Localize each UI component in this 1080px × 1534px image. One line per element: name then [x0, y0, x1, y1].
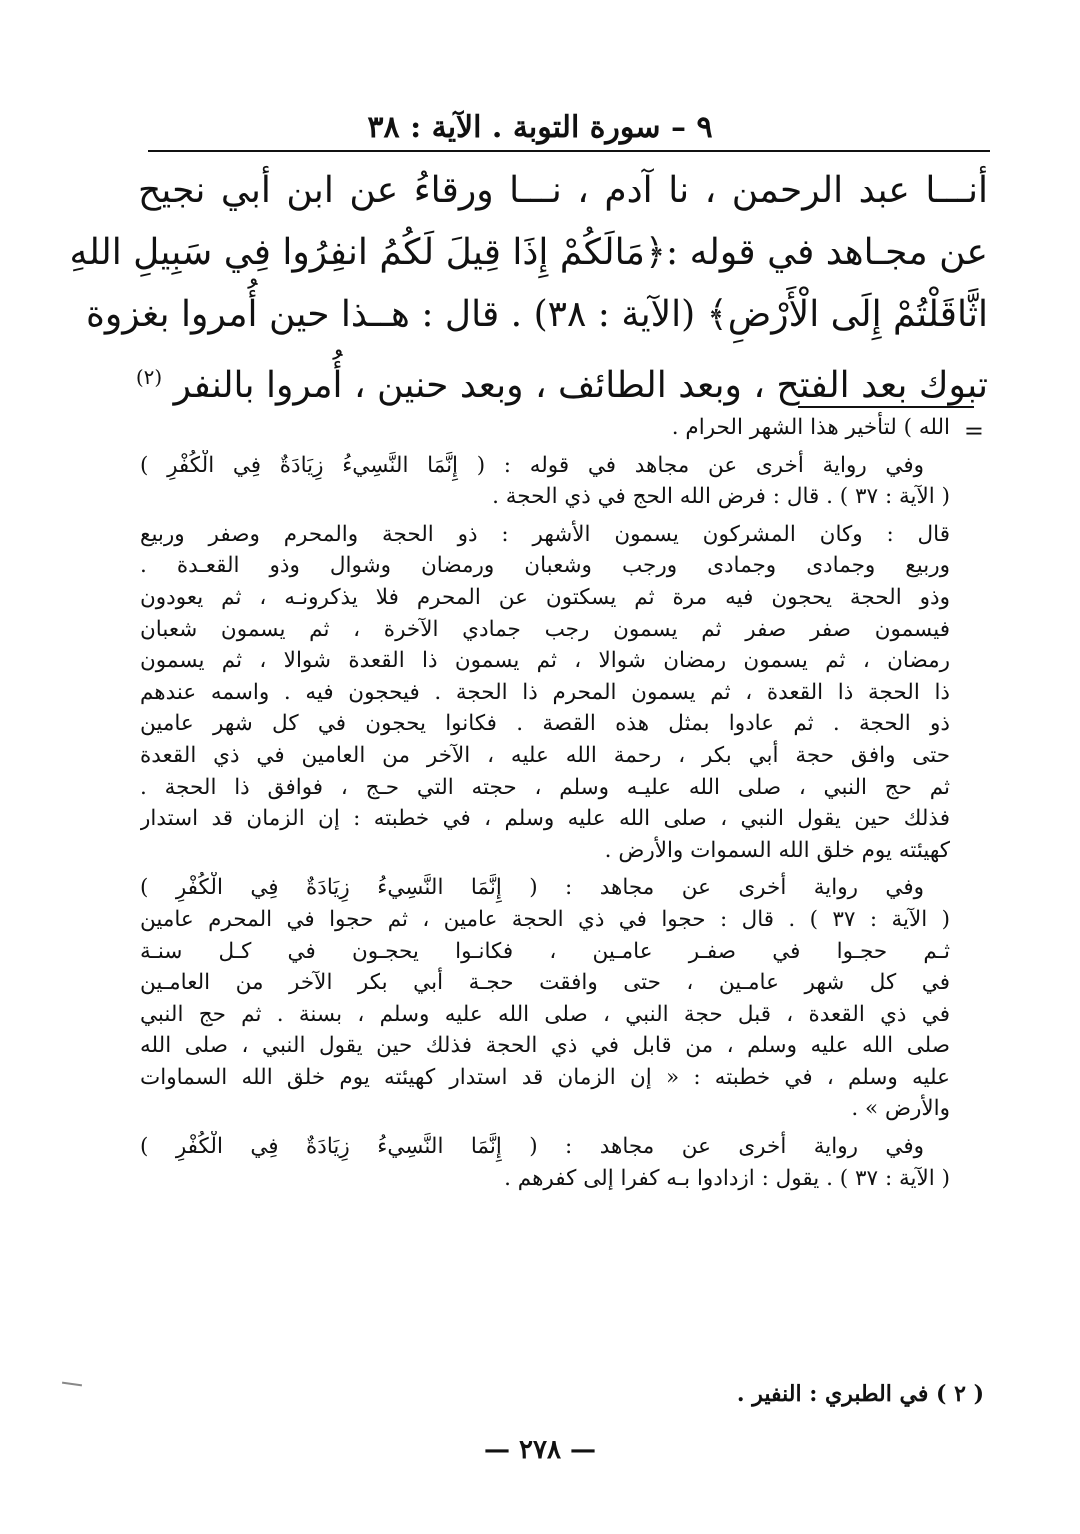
note-line: ( الآية : ٣٧ ) . يقول : ازدادوا بـه كفرا إلى كفرهم .	[504, 1165, 950, 1191]
note-line: ثـم حجـوا في صفـر عامـين ، فكانـوا يحجـون في كـل سنـة	[140, 938, 950, 964]
note-line: ذو الحجة . ثم عادوا بمثل هذه القصة . فكانوا يحجون في كل شهر عامين	[140, 711, 950, 737]
note-line: وذو الحجة يحجون فيه مرة ثم يسكتون عن المحرم فلا يذكرونـه ، ثم يعودون	[140, 584, 950, 610]
note-line: قال : وكان المشركون يسمون الأشهر : ذو الحجة والمحرم وصفر وربيع	[140, 521, 950, 547]
note-line: وربيع وجمادى وجمادى ورجب وشعبان ورمضان وشوال وذو القعـدة .	[140, 553, 950, 579]
note-line: في ذي القعدة ، قبل حجة النبي ، صلى الله عليه وسلم ، بسنة . ثم حج النبي	[140, 1001, 950, 1027]
footnote: ( ٢ ) في الطبري : النفير .	[736, 1381, 984, 1407]
header-rule	[148, 150, 990, 152]
note-line: ثم حج النبي ، صلى الله عليـه وسلم ، حجته التي حـج ، فوافق ذا الحجة .	[140, 774, 950, 800]
main-text	[69, 160, 988, 417]
main-line: أنـــا عبد الرحمن ، نا آدم ، نـــا ورقاءُ عن ابن أبي نجيح	[138, 170, 988, 211]
notes-separator	[798, 406, 974, 408]
note-line: فيسمون صفر صفر ثم يسمون رجب جمادي الآخرة ، ثم يسمون شعبان	[140, 616, 950, 642]
note-line: ذا الحجة ذا القعدة ، ثم يسمون المحرم ذا الحجة . فيحجون فيه . واسمه عندهم	[140, 679, 950, 705]
note-line: كهيئته يوم خلق الله السموات والأرض .	[604, 837, 950, 863]
main-line: اثَّاقَلْتُمْ إِلَى الْأَرْضِ﴾ (الآية : ٣٨) . قال : هــذا حين أُمروا بغزوة	[86, 294, 988, 335]
footnote-marker: (٢)	[135, 365, 163, 389]
note-line: ( الآية : ٣٧ ) . قال : فرض الله الحج في ذي الحجة .	[492, 484, 950, 510]
note-line: ( الآية : ٣٧ ) . قال : حجوا في ذي الحجة عامين ، ثم حجوا في المحرم عامين	[140, 906, 950, 932]
note-line: وفي رواية أخرى عن مجاهد في قوله : ( إِنَّمَا النَّسِيءُ زِيَادَةٌ فِي الْكُفْرِ )	[140, 452, 924, 478]
continuation-mark: =	[963, 417, 984, 445]
note-line: والأرض » .	[851, 1096, 950, 1122]
scan-mark	[62, 1382, 82, 1387]
note-line: عليه وسلم ، في خطبته : « إن الزمان قد استدار كهيئته يوم خلق الله السماوات	[140, 1064, 950, 1090]
note-line: صلى الله عليه وسلم ، من قابل في ذي الحجة فذلك حين يقول النبي ، صلى الله	[140, 1033, 950, 1059]
note-line: رمضان ، ثم يسمون رمضان شوالا ، ثم يسمون ذا القعدة شوالا ، ثم يسمون	[140, 648, 950, 674]
note-line: وفي رواية أخرى عن مجاهد : ( إِنَّمَا النَّسِيءُ زِيَادَةٌ فِي الْكُفْرِ )	[140, 1134, 924, 1160]
note-line: حتى وافق حجة أبي بكر ، رحمة الله عليه ، الآخر من العامين في ذي القعدة	[140, 742, 950, 768]
notes-section	[140, 412, 950, 1194]
note-line: في كل شهر عامـين ، حتى وافقت حجـة أبي بكر الآخر من العامـين	[140, 970, 950, 996]
note-line: فذلك حين يقول النبي ، صلى الله عليه وسلم ، في خطبته : إن الزمان قد استدار	[140, 806, 950, 832]
note-line: وفي رواية أخرى عن مجاهد : ( إِنَّمَا النَّسِيءُ زِيَادَةٌ فِي الْكُفْرِ )	[140, 875, 924, 901]
running-head: ٩ – سورة التوبة . الآية : ٣٨	[367, 110, 713, 145]
note-line: الله ) لتأخير هذا الشهر الحرام .	[671, 415, 950, 440]
main-line: عن مجـاهد في قوله :﴿مَالَكُمْ إِذَا قِيلَ لَكُمُ انفِرُوا فِي سَبِيلِ اللهِ	[69, 232, 988, 273]
main-line-text: تبوك بعد الفتح ، وبعد الطائف ، وبعد حنين ، أُمروا بالنفر	[173, 365, 988, 406]
page-number: — ٢٧٨ —	[483, 1435, 597, 1465]
